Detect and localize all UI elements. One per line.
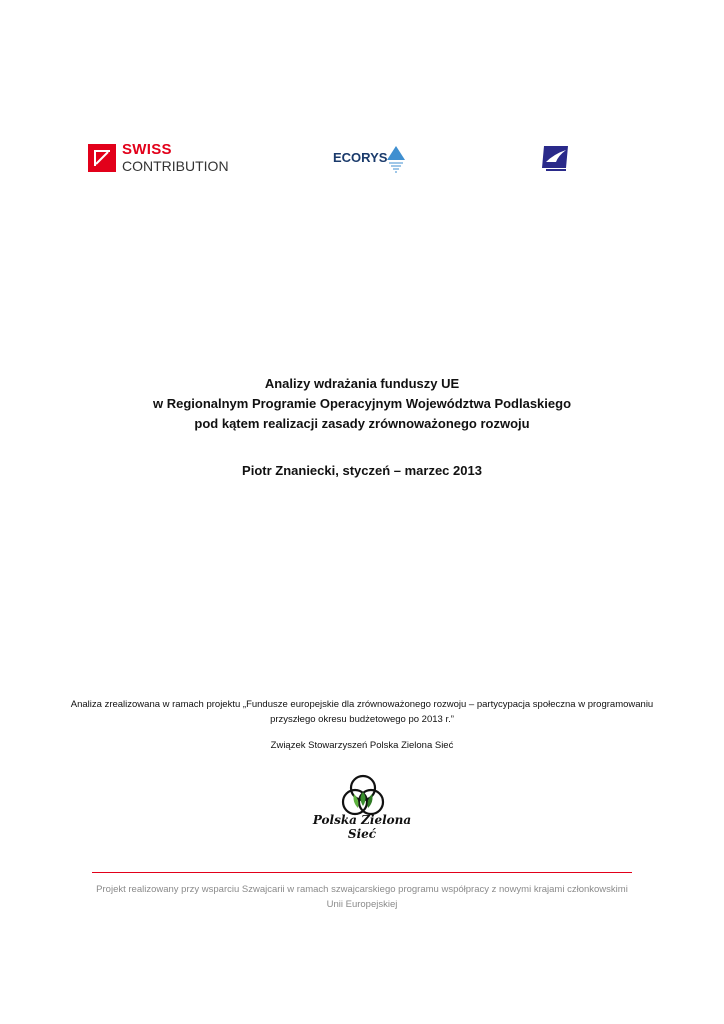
author-date-line: Piotr Znaniecki, styczeń – marzec 2013 bbox=[242, 463, 482, 478]
swiss-logo-text-1: SWISS bbox=[122, 141, 172, 158]
association-name: Związek Stowarzyszeń Polska Zielona Sieć bbox=[270, 740, 454, 751]
logo-row bbox=[0, 138, 724, 178]
ecorys-logo-text: ECORYS bbox=[333, 150, 388, 165]
project-description: Analiza zrealizowana w ramach projektu „Fundusze europejskie dla zrównoważonego rozwoju – partycypacja społeczna w programowaniu przyszłego okresu budżetowego po 2013 r.” bbox=[70, 699, 654, 725]
swiss-flag-icon bbox=[88, 144, 116, 172]
ecorys-logo bbox=[333, 142, 413, 174]
pzs-logo-caption: Polska Zielona Sieć bbox=[312, 813, 412, 841]
swiss-logo-text-2: CONTRIBUTION bbox=[122, 158, 229, 174]
swiss-contribution-logo bbox=[88, 140, 228, 176]
document-title bbox=[0, 374, 724, 434]
footer-funding-note: Projekt realizowany przy wsparciu Szwajcarii w ramach szwajcarskiego programu współpracy z nowymi krajami członkowskimi Unii Europejskiej bbox=[96, 884, 628, 910]
title-line-2: w Regionalnym Programie Operacyjnym Województwa Podlaskiego bbox=[152, 396, 572, 411]
ecorys-pyramid-icon bbox=[385, 144, 407, 174]
bird-emblem-icon bbox=[540, 144, 572, 172]
title-line-3: pod kątem realizacji zasady zrównoważonego rozwoju bbox=[194, 416, 530, 431]
footer-divider bbox=[92, 872, 632, 873]
title-line-1: Analizy wdrażania funduszy UE bbox=[264, 376, 460, 391]
